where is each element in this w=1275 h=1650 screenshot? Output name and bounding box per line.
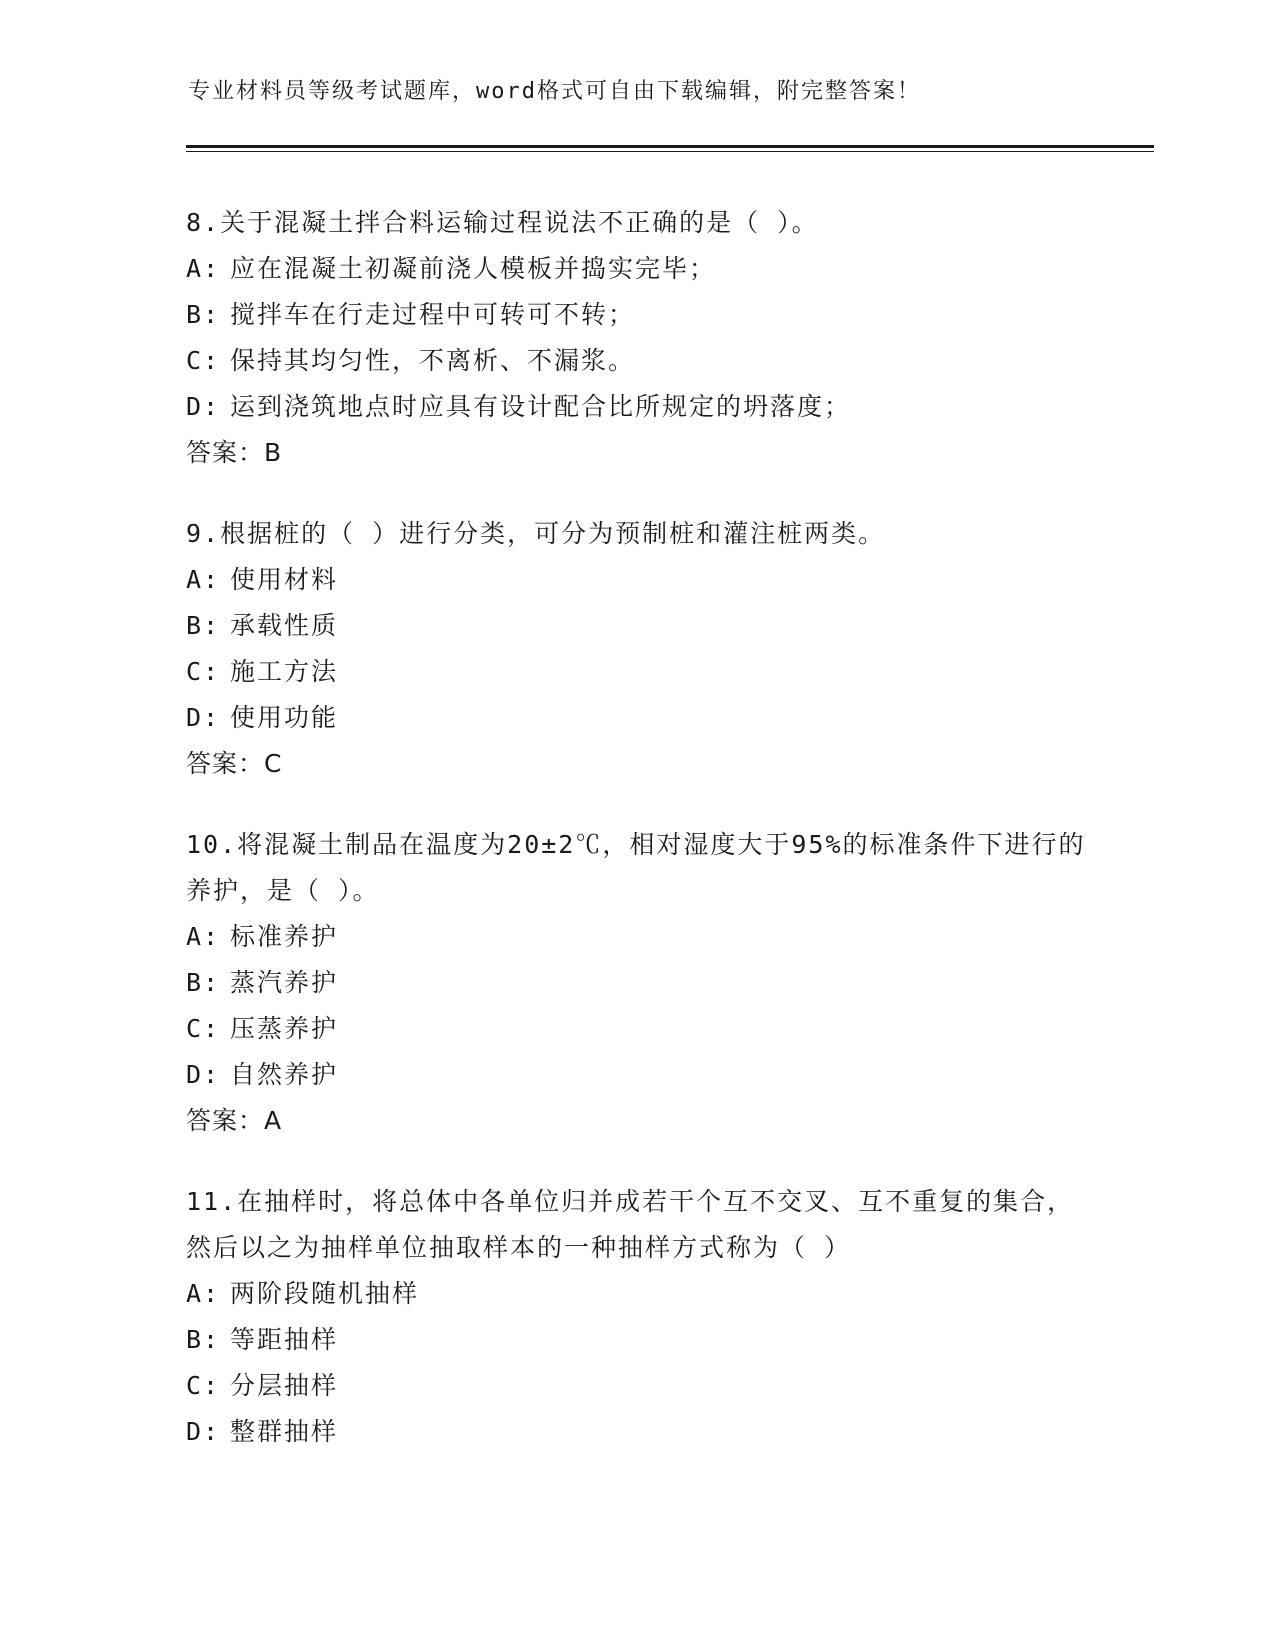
answer-line: 答案：C	[186, 749, 283, 778]
option-letter: C:	[186, 346, 221, 375]
option-b	[186, 603, 1086, 649]
option-d	[186, 695, 1086, 741]
option-c	[186, 1363, 1086, 1409]
option-c	[186, 338, 1086, 384]
option-letter: D:	[186, 1060, 221, 1089]
option-a	[186, 914, 1086, 960]
option-text: 运到浇筑地点时应具有设计配合比所规定的坍落度；	[230, 392, 852, 421]
option-text: 使用材料	[230, 565, 339, 594]
option-letter: D:	[186, 1417, 221, 1446]
option-text: 使用功能	[230, 703, 339, 732]
option-text: 压蒸养护	[230, 1014, 339, 1043]
option-text: 应在混凝土初凝前浇人模板并捣实完毕；	[230, 254, 717, 283]
option-a	[186, 246, 1086, 292]
option-text: 两阶段随机抽样	[230, 1279, 420, 1308]
option-b	[186, 1317, 1086, 1363]
option-c	[186, 1006, 1086, 1052]
option-letter: A:	[186, 254, 221, 283]
option-b	[186, 960, 1086, 1006]
header-divider-thick	[186, 145, 1154, 148]
option-text: 蒸汽养护	[230, 968, 339, 997]
question-list	[186, 200, 1086, 1490]
question-11	[186, 1179, 1086, 1455]
option-letter: C:	[186, 1014, 221, 1043]
option-b	[186, 292, 1086, 338]
option-d	[186, 1052, 1086, 1098]
option-letter: C:	[186, 657, 221, 686]
option-d	[186, 1409, 1086, 1455]
option-letter: B:	[186, 611, 221, 640]
answer-line: 答案：B	[186, 438, 283, 467]
option-d	[186, 384, 1086, 430]
option-letter: A:	[186, 922, 221, 951]
option-text: 施工方法	[230, 657, 339, 686]
question-stem: 11.在抽样时，将总体中各单位归并成若干个互不交叉、互不重复的集合，然后以之为抽样单位抽取样本的一种抽样方式称为（ ）	[186, 1187, 1075, 1262]
option-text: 分层抽样	[230, 1371, 339, 1400]
option-letter: D:	[186, 392, 221, 421]
option-text: 标准养护	[230, 922, 339, 951]
question-8	[186, 200, 1086, 476]
option-c	[186, 649, 1086, 695]
option-a	[186, 557, 1086, 603]
option-letter: C:	[186, 1371, 221, 1400]
option-letter: A:	[186, 565, 221, 594]
question-10	[186, 822, 1086, 1144]
option-letter: B:	[186, 1325, 221, 1354]
option-text: 承载性质	[230, 611, 339, 640]
question-9	[186, 511, 1086, 787]
option-letter: B:	[186, 968, 221, 997]
option-letter: D:	[186, 703, 221, 732]
option-text: 等距抽样	[230, 1325, 339, 1354]
question-stem: 10.将混凝土制品在温度为20±2℃，相对湿度大于95%的标准条件下进行的养护，是（ ）。	[186, 830, 1086, 905]
option-text: 搅拌车在行走过程中可转可不转；	[230, 300, 636, 329]
answer-line: 答案：A	[186, 1106, 283, 1135]
option-a	[186, 1271, 1086, 1317]
page-header: 专业材料员等级考试题库，word格式可自由下载编辑，附完整答案！	[188, 79, 921, 104]
option-text: 整群抽样	[230, 1417, 339, 1446]
option-letter: A:	[186, 1279, 221, 1308]
option-text: 保持其均匀性，不离析、不漏浆。	[230, 346, 636, 375]
option-letter: B:	[186, 300, 221, 329]
header-divider-thin	[186, 151, 1154, 152]
question-stem: 8.关于混凝土拌合料运输过程说法不正确的是（ ）。	[186, 208, 819, 237]
option-text: 自然养护	[230, 1060, 339, 1089]
question-stem: 9.根据桩的（ ）进行分类，可分为预制桩和灌注桩两类。	[186, 519, 886, 548]
